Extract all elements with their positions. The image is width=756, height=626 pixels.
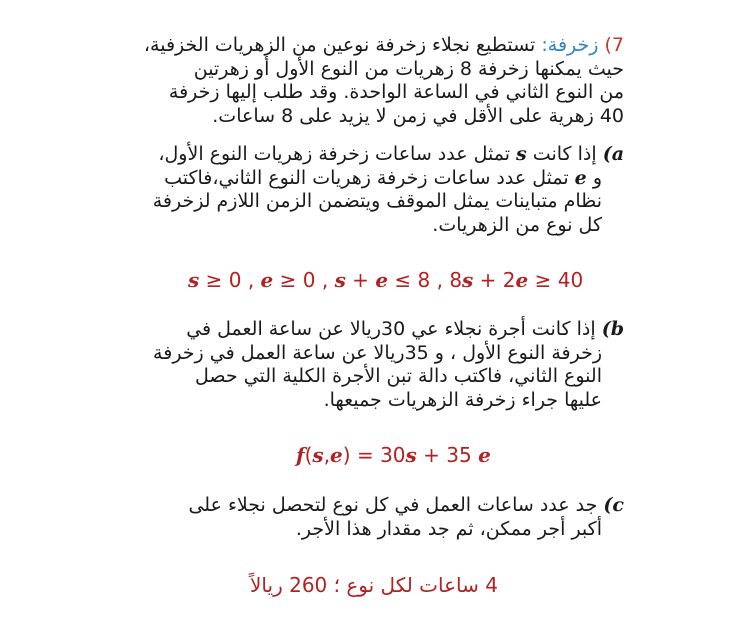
part-a-line-4: كل نوع من الزهريات. bbox=[432, 213, 602, 236]
part-a-text-2a: و bbox=[592, 166, 602, 189]
ans-b-plus: + 35 bbox=[416, 443, 479, 467]
ans-a-t2: ≥ 0 , bbox=[273, 268, 335, 292]
ans-b-eq: = 30 bbox=[350, 443, 406, 467]
problem-line-1 bbox=[144, 34, 624, 58]
problem-line-4: 40 زهرية على الأقل في زمن لا يزيد على 8 ساعات. bbox=[212, 104, 624, 127]
part-c-answer: 4 ساعات لكل نوع ؛ 260 ريالاً bbox=[250, 573, 498, 597]
problem-text-1: تستطيع نجلاء زخرفة نوعين من الزهريات الخزفية، bbox=[143, 34, 536, 56]
part-b-question bbox=[153, 318, 624, 412]
ans-a-s2: s bbox=[334, 268, 346, 292]
problem-line-2: حيث يمكنها زخرفة 8 زهريات من النوع الأول أو زهرتين bbox=[193, 57, 624, 80]
ans-a-s3: s bbox=[462, 268, 474, 292]
ans-b-p2: ) bbox=[342, 443, 351, 467]
ans-a-t4: ≤ 8 , 8 bbox=[388, 268, 463, 292]
ans-a-e2: e bbox=[375, 268, 389, 292]
part-c-line-1 bbox=[188, 494, 624, 518]
problem-line-3: من النوع الثاني في الساعة الواحدة. وقد طلب إليها زخرفة bbox=[168, 81, 624, 103]
part-b-line-4: عليها جراء زخرفة الزهريات جميعها. bbox=[323, 388, 602, 411]
ans-b-e: e bbox=[330, 443, 343, 467]
problem-statement bbox=[144, 34, 624, 128]
ans-b-e2: e bbox=[478, 443, 491, 467]
ans-b-s2: s bbox=[405, 443, 417, 467]
ans-a-t6: ≥ 40 bbox=[528, 268, 584, 292]
part-c-line-2: أكبر أجر ممكن، ثم جد مقدار هذا الأجر. bbox=[295, 517, 602, 540]
part-b-answer bbox=[296, 443, 491, 467]
part-a-text-2b: تمثل عدد ساعات زخرفة زهريات النوع الثاني،فاكتب bbox=[164, 166, 569, 189]
part-a-label: a) bbox=[602, 143, 624, 165]
ans-a-s: s bbox=[188, 268, 200, 292]
part-b-line-2: زخرفة النوع الأول ، و 35ريالا عن ساعة العمل في زخرفة bbox=[153, 341, 602, 364]
part-a-text-1b: تمثل عدد ساعات زخرفة زهريات النوع الأول، bbox=[158, 143, 510, 165]
part-c-question bbox=[188, 494, 624, 541]
part-b-line-3: النوع الثاني، فاكتب دالة تبن الأجرة الكلية التي حصل bbox=[195, 365, 602, 387]
ans-b-p1: ( bbox=[304, 443, 313, 467]
part-a-line-1 bbox=[153, 143, 624, 167]
ans-b-s: s bbox=[312, 443, 324, 467]
ans-a-e: e bbox=[260, 268, 274, 292]
part-a-line-2 bbox=[153, 167, 624, 191]
part-b-label: b) bbox=[601, 318, 624, 340]
part-b-line-1 bbox=[153, 318, 624, 342]
part-c-label: c) bbox=[603, 494, 624, 516]
ans-b-f: f bbox=[296, 443, 305, 467]
part-a-line-3: نظام متباينات يمثل الموقف ويتضمن الزمن اللازم لزخرفة bbox=[152, 190, 602, 212]
ans-b-comma: , bbox=[323, 443, 331, 467]
ans-a-t3: + bbox=[345, 268, 376, 292]
part-a-text-1a: إذا كانت bbox=[532, 143, 597, 165]
part-c-text-1: جد عدد ساعات العمل في كل نوع لتحصل نجلاء على bbox=[188, 494, 598, 516]
part-b-text-1: إذا كانت أجرة نجلاء عي 30ريالا عن ساعة العمل في bbox=[186, 318, 596, 340]
problem-keyword: زخرفة: bbox=[541, 34, 599, 56]
ans-a-t5: + 2 bbox=[473, 268, 516, 292]
ans-a-t1: ≥ 0 , bbox=[199, 268, 261, 292]
problem-number: 7) bbox=[604, 34, 624, 56]
var-e: e bbox=[574, 166, 587, 189]
part-a-question bbox=[153, 143, 624, 237]
var-s: s bbox=[516, 143, 527, 165]
ans-a-e3: e bbox=[515, 268, 529, 292]
part-a-answer bbox=[188, 268, 583, 292]
